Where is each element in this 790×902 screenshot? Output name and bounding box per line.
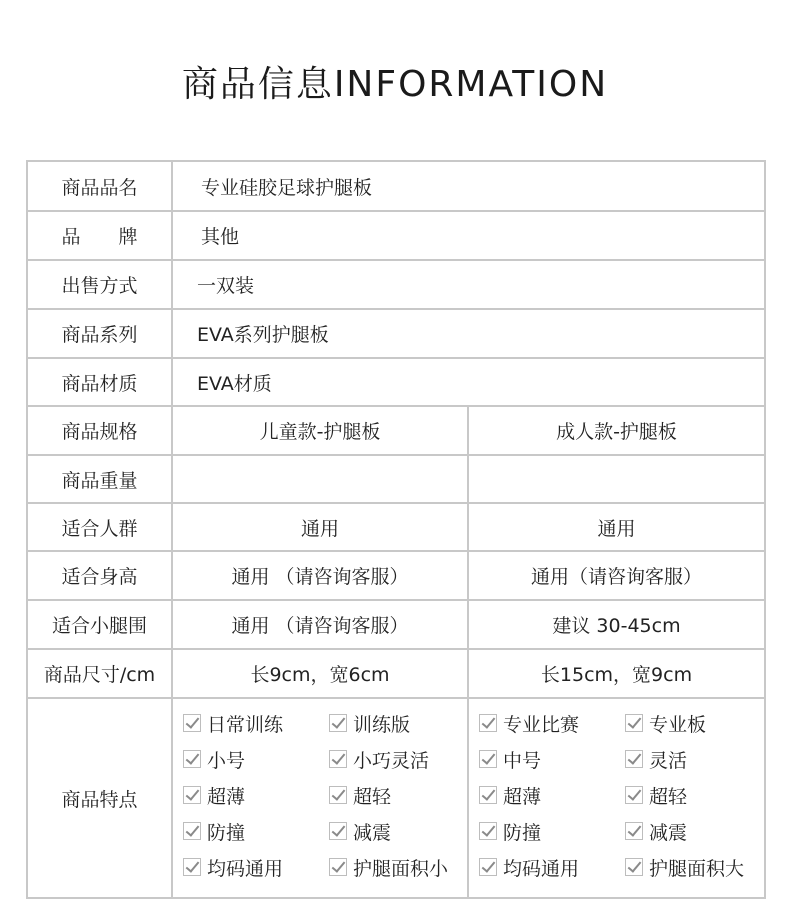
feature-item	[625, 777, 765, 813]
value-weight-adult	[468, 455, 765, 503]
feature-label: 超薄	[503, 785, 542, 808]
feature-label: 灵活	[649, 749, 688, 772]
feature-label: 超轻	[649, 785, 688, 808]
label-crowd: 适合人群	[27, 503, 172, 551]
feature-item	[183, 813, 329, 849]
value-size-adult: 长15cm，宽9cm	[468, 649, 765, 698]
row-sale-method	[27, 260, 765, 309]
row-material	[27, 358, 765, 406]
checkmark-icon	[479, 714, 497, 732]
label-features: 商品特点	[27, 698, 172, 898]
feature-label: 护腿面积大	[649, 857, 745, 880]
feature-item	[183, 705, 329, 741]
label-weight: 商品重量	[27, 455, 172, 503]
feature-label: 专业比赛	[503, 713, 580, 736]
feature-item	[625, 705, 765, 741]
checkmark-icon	[479, 750, 497, 768]
checkmark-icon	[183, 858, 201, 876]
feature-label: 均码通用	[503, 857, 580, 880]
feature-item	[329, 705, 469, 741]
feature-item	[329, 741, 469, 777]
feature-item	[329, 777, 469, 813]
checkmark-icon	[329, 786, 347, 804]
label-series: 商品系列	[27, 309, 172, 358]
feature-item	[479, 741, 625, 777]
label-calf: 适合小腿围	[27, 600, 172, 649]
value-weight-child	[172, 455, 468, 503]
feature-label: 小号	[207, 749, 246, 772]
feature-label: 均码通用	[207, 857, 284, 880]
feature-label: 日常训练	[207, 713, 284, 736]
feature-item	[479, 777, 625, 813]
row-crowd	[27, 503, 765, 551]
checkmark-icon	[625, 786, 643, 804]
value-crowd-adult: 通用	[468, 503, 765, 551]
checkmark-icon	[329, 750, 347, 768]
checkmark-icon	[329, 714, 347, 732]
features-adult-list	[479, 705, 764, 885]
label-brand: 品 牌	[27, 211, 172, 260]
feature-item	[479, 813, 625, 849]
feature-item	[625, 849, 765, 885]
checkmark-icon	[329, 858, 347, 876]
checkmark-icon	[625, 750, 643, 768]
feature-item	[625, 813, 765, 849]
product-info-table	[26, 160, 766, 899]
feature-label: 专业板	[649, 713, 707, 736]
row-weight	[27, 455, 765, 503]
label-material: 商品材质	[27, 358, 172, 406]
feature-label: 训练版	[353, 713, 411, 736]
value-height-adult: 通用（请咨询客服）	[468, 551, 765, 600]
feature-item	[183, 777, 329, 813]
feature-label: 减震	[649, 821, 688, 844]
label-size: 商品尺寸/cm	[27, 649, 172, 698]
value-crowd-child: 通用	[172, 503, 468, 551]
feature-item	[183, 741, 329, 777]
value-calf-adult: 建议 30-45cm	[468, 600, 765, 649]
checkmark-icon	[625, 714, 643, 732]
checkmark-icon	[329, 822, 347, 840]
feature-label: 护腿面积小	[353, 857, 449, 880]
label-sale-method: 出售方式	[27, 260, 172, 309]
feature-label: 小巧灵活	[353, 749, 430, 772]
feature-item	[625, 741, 765, 777]
feature-item	[329, 813, 469, 849]
value-calf-child: 通用 （请咨询客服）	[172, 600, 468, 649]
row-size	[27, 649, 765, 698]
row-spec	[27, 406, 765, 455]
feature-label: 减震	[353, 821, 392, 844]
value-material: EVA材质	[172, 358, 765, 406]
row-calf	[27, 600, 765, 649]
row-product-name	[27, 161, 765, 211]
row-height	[27, 551, 765, 600]
features-adult	[468, 698, 765, 898]
page-title: 商品信息INFORMATION	[181, 64, 609, 105]
features-child	[172, 698, 468, 898]
checkmark-icon	[183, 786, 201, 804]
value-size-child: 长9cm，宽6cm	[172, 649, 468, 698]
value-brand: 其他	[172, 211, 765, 260]
feature-item	[479, 705, 625, 741]
checkmark-icon	[183, 714, 201, 732]
feature-label: 超薄	[207, 785, 246, 808]
value-series: EVA系列护腿板	[172, 309, 765, 358]
feature-item	[183, 849, 329, 885]
row-brand	[27, 211, 765, 260]
value-sale-method: 一双装	[172, 260, 765, 309]
label-height: 适合身高	[27, 551, 172, 600]
value-spec-adult: 成人款-护腿板	[468, 406, 765, 455]
checkmark-icon	[183, 822, 201, 840]
label-spec: 商品规格	[27, 406, 172, 455]
checkmark-icon	[479, 786, 497, 804]
feature-label: 防撞	[207, 821, 246, 844]
value-product-name: 专业硅胶足球护腿板	[172, 161, 765, 211]
feature-label: 超轻	[353, 785, 392, 808]
features-child-list	[183, 705, 467, 885]
feature-label: 中号	[503, 749, 542, 772]
value-spec-child: 儿童款-护腿板	[172, 406, 468, 455]
checkmark-icon	[479, 858, 497, 876]
checkmark-icon	[479, 822, 497, 840]
row-series	[27, 309, 765, 358]
row-features	[27, 698, 765, 898]
checkmark-icon	[183, 750, 201, 768]
feature-item	[329, 849, 469, 885]
checkmark-icon	[625, 822, 643, 840]
feature-item	[479, 849, 625, 885]
feature-label: 防撞	[503, 821, 542, 844]
checkmark-icon	[625, 858, 643, 876]
label-product-name: 商品品名	[27, 161, 172, 211]
value-height-child: 通用 （请咨询客服）	[172, 551, 468, 600]
